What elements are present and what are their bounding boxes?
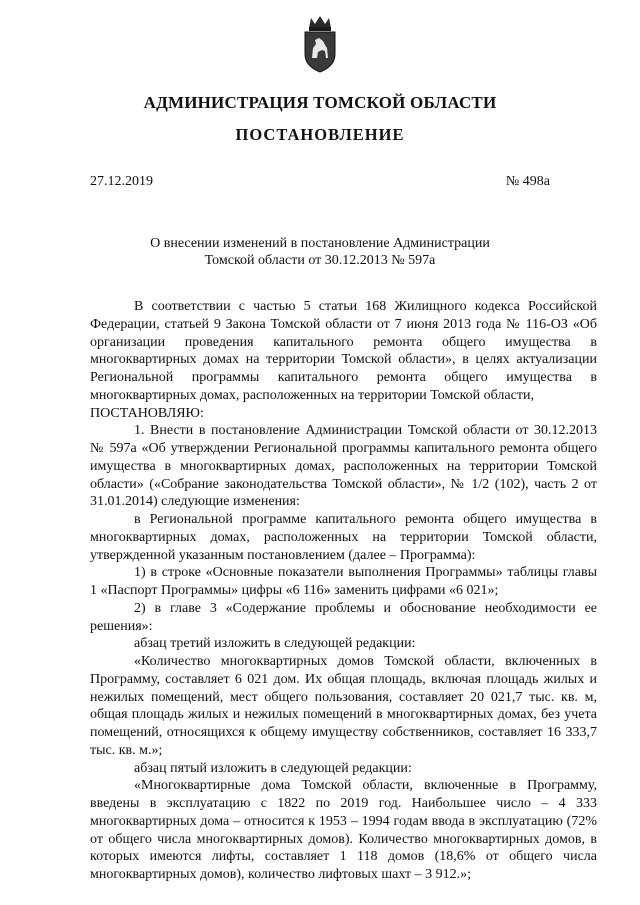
document-date: 27.12.2019 [90, 174, 153, 189]
paragraph-abzac-5-text: «Многоквартирные дома Томской области, включенные в Программу, введены в эксплуатацию с 1822 по 2019 год. Наибольшее число – 4 333 многоквартирных дома – относится к 1953 – 1994 годам ввода в эксплуатацию (72% от общего числа многоквартирных домов). Количество многоквартирных домов, в которых имеются лифты, составляет 1 118 домов (18,6% от общего числа многоквартирных домов), количество лифтовых шахт – 3 912.»; [90, 778, 597, 882]
paragraph-preamble: В соответствии с частью 5 статьи 168 Жилищного кодекса Российской Федерации, статьей 9 Закона Томской области от 7 июня 2013 года № 116-ОЗ «Об организации проведения капитального ремонта общего имущества в многоквартирных домах на территории Томской области», в целях актуализации Региональной программы капитального ремонта общего имущества в многоквартирных домах, расположенных на территории Томской области, [90, 299, 597, 403]
document-type-title: ПОСТАНОВЛЕНИЕ [235, 125, 405, 144]
paragraph-abzac-3-text: «Количество многоквартирных домов Томской области, включенных в Программу, составляет 6 021 дом. Их общая площадь, включая площадь жилых и нежилых помещений, мест общего пользования, составляет 20 021,7 тыс. кв. м, общая площадь жилых и нежилых помещений в многоквартирных домах, без учета помещений, относящихся к общему имуществу собственников, составляет 16 333,7 тыс. кв. м.»; [90, 654, 597, 758]
paragraph-abzac-5-intro: абзац пятый изложить в следующей редакции: [134, 760, 412, 776]
organization-title: АДМИНИСТРАЦИЯ ТОМСКОЙ ОБЛАСТИ [143, 93, 497, 112]
document-body [90, 298, 597, 884]
tomsk-oblast-coat-of-arms-icon [301, 14, 339, 74]
paragraph-program-intro: в Региональной программе капитального ремонта общего имущества в многоквартирных домах, расположенных на территории Томской области, утвержденной указанным постановлением (далее – Программа): [90, 512, 597, 563]
paragraph-resolve: ПОСТАНОВЛЯЮ: [90, 405, 204, 421]
paragraph-subitem-2: 2) в главе 3 «Содержание проблемы и обоснование необходимости ее решения»: [90, 600, 597, 634]
paragraph-subitem-1: 1) в строке «Основные показатели выполнения Программы» таблицы главы 1 «Паспорт Программы» цифры «6 116» заменить цифрами «6 021»; [90, 565, 597, 598]
subject-line-2: Томской области от 30.12.2013 № 597а [204, 253, 436, 268]
paragraph-item-1: 1. Внести в постановление Администрации Томской области от 30.12.2013 № 597а «Об утверждении Региональной программы капитального ремонта общего имущества в многоквартирных домах, расположенных на территории Томской области» («Собрание законодательства Томской области», № 1/2 (102), часть 2 от 31.01.2014) следующие изменения: [90, 423, 597, 510]
paragraph-abzac-3-intro: абзац третий изложить в следующей редакции: [134, 636, 416, 652]
document-number: № 498а [505, 174, 550, 189]
document-subject [150, 235, 490, 269]
subject-line-1: О внесении изменений в постановление Администрации [150, 236, 490, 251]
